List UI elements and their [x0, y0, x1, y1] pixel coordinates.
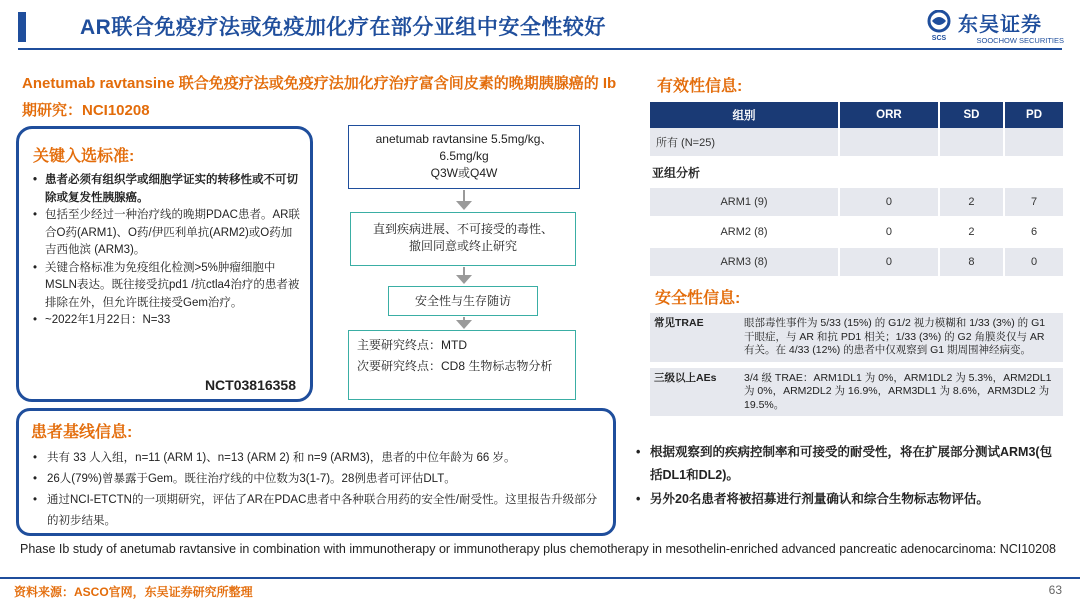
- baseline-title: 患者基线信息:: [31, 424, 133, 441]
- criteria-list: [33, 172, 300, 330]
- flow-step-dosing-line: 6.5mg/kg: [439, 149, 489, 163]
- cell: [840, 128, 940, 158]
- cell: 0: [1005, 248, 1063, 278]
- cell: 0: [840, 248, 940, 278]
- table-row: [650, 248, 1063, 278]
- table-row: [650, 365, 1063, 420]
- cell: 2: [940, 218, 1005, 248]
- cell: [1005, 158, 1063, 188]
- arm-label: ARM1 (9): [650, 188, 840, 218]
- baseline-item: • 共有 33 人入组，n=11 (ARM 1)、n=13 (ARM 2) 和 n=9 (ARM3)，患者的中位年龄为 66 岁。: [31, 448, 601, 469]
- safety-title: 安全性信息:: [655, 290, 741, 307]
- criteria-title: 关键入选标准:: [33, 148, 135, 165]
- plan-list: [634, 441, 1064, 512]
- cell: 0: [840, 188, 940, 218]
- cell: 8: [940, 248, 1005, 278]
- page-number: 63: [1048, 583, 1062, 597]
- table-row: [650, 218, 1063, 248]
- baseline-item: • 26人(79%)曾暴露于Gem。既往治疗线的中位数为3(1-7)。28例患者可评估DLT。: [31, 469, 601, 490]
- col-header-group: 组别: [650, 102, 840, 128]
- table-row: [650, 313, 1063, 365]
- safety-table: [650, 313, 1063, 422]
- efficacy-title: 有效性信息:: [657, 78, 743, 95]
- primary-endpoint: 主要研究终点：MTD: [357, 338, 467, 352]
- safety-value: 眼部毒性事件为 5/33 (15%) 的 G1/2 视力模糊和 1/33 (3%) 的 G1 干眼症，与 AR 和抗 PD1 相关；1/33 (3%) 的 G2 角膜炎仅与 AR 有关。在 4/33 (12%) 的患者中仅观察到 G1 期周围神经病变。: [738, 313, 1063, 365]
- cell: 0: [840, 218, 940, 248]
- table-row: [650, 188, 1063, 218]
- efficacy-header-row: [650, 102, 1063, 128]
- safety-key: 三级以上AEs: [650, 365, 738, 420]
- arm-label: ARM3 (8): [650, 248, 840, 278]
- col-header-orr: ORR: [840, 102, 940, 128]
- title-accent-bar: [18, 12, 26, 42]
- arm-label: ARM2 (8): [650, 218, 840, 248]
- table-row: [650, 158, 1063, 188]
- table-row: [650, 128, 1063, 158]
- flow-step-treatment-line: 直到疾病进展、不可接受的毒性、: [372, 222, 553, 236]
- cell: [840, 158, 940, 188]
- baseline-item: • 通过NCI-ETCTN的一项期研究，评估了AR在PDAC患者中各种联合用药的安全性/耐受性。这里报告升级部分的初步结果。: [31, 490, 601, 532]
- flow-step-dosing: [348, 125, 580, 189]
- cell: [940, 128, 1005, 158]
- criteria-item: • 患者必须有组织学或细胞学证实的转移性或不可切除或复发性胰腺癌。: [33, 172, 300, 207]
- header-divider: [18, 48, 1062, 50]
- row-label-all: 所有 (N=25): [650, 128, 840, 158]
- cell: 7: [1005, 188, 1063, 218]
- plan-item: • 根据观察到的疾病控制率和可接受的耐受性，将在扩展部分测试ARM3(包括DL1和DL2)。: [634, 441, 1064, 487]
- col-header-pd: PD: [1005, 102, 1063, 128]
- safety-value: 3/4 级 TRAE：ARM1DL1 为 0%，ARM1DL2 为 5.3%，ARM2DL1 为 0%，ARM2DL2 为 16.9%，ARM3DL1 为 8.6%，ARM3DL2 为 19.5%。: [738, 365, 1063, 420]
- cell: [940, 158, 1005, 188]
- flow-step-treatment-line: 撤回同意或终止研究: [408, 239, 517, 253]
- criteria-item: • 包括至少经过一种治疗线的晚期PDAC患者。AR联合O药(ARM1)、O药/伊匹利单抗(ARM2)或O药加吉西他滨 (ARM3)。: [33, 207, 300, 260]
- logo-text-en: SOOCHOW SECURITIES: [976, 36, 1064, 45]
- company-logo: [924, 10, 1064, 44]
- footer-source: 资料来源：ASCO官网，东吴证券研究所整理: [14, 585, 253, 599]
- efficacy-table: [650, 102, 1063, 278]
- flow-step-dosing-line: Q3W或Q4W: [430, 166, 498, 180]
- cell: 6: [1005, 218, 1063, 248]
- baseline-box: [16, 408, 616, 536]
- criteria-item: • ~2022年1月22日：N=33: [33, 312, 300, 330]
- flow-step-followup: 安全性与生存随访: [388, 286, 538, 316]
- nct-id: NCT03816358: [204, 377, 296, 393]
- page-title: AR联合免疫疗法或免疫加化疗在部分亚组中安全性较好: [80, 16, 606, 39]
- study-caption: Phase Ib study of anetumab ravtansive in combination with immunotherapy or immunotherapy plus chemotherapy in mesothelin-enriched advanced pancreatic adenocarcinoma: NCI10208: [20, 542, 1056, 556]
- logo-text-cn: 东吴证券: [958, 14, 1042, 36]
- flow-step-endpoints: [348, 330, 576, 400]
- plan-item: • 另外20名患者将被招募进行剂量确认和综合生物标志物评估。: [634, 488, 1064, 511]
- cell: 2: [940, 188, 1005, 218]
- flow-arrow-icon: [456, 320, 472, 329]
- footer-divider: [0, 577, 1080, 579]
- subgroup-label: 亚组分析: [650, 158, 840, 188]
- criteria-item: • 关键合格标准为免疫组化检测>5%肿瘤细胞中MSLN表达。既往接受抗pd1 /抗ctla4治疗的患者被排除在外，但允许既往接受Gem治疗。: [33, 260, 300, 313]
- secondary-endpoint: 次要研究终点：CD8 生物标志物分析: [357, 359, 553, 373]
- cell: [1005, 128, 1063, 158]
- safety-key: 常见TRAE: [650, 313, 738, 365]
- logo-mark-text: SCS: [931, 35, 947, 42]
- flow-step-dosing-line: anetumab ravtansine 5.5mg/kg、: [375, 132, 553, 146]
- study-title: Anetumab ravtansine 联合免疫疗法或免疫疗法加化疗治疗富含间皮素的晚期胰腺癌的 Ib 期研究：NCI10208: [22, 75, 617, 119]
- col-header-sd: SD: [940, 102, 1005, 128]
- baseline-list: [31, 448, 601, 532]
- flow-arrow-icon: [456, 201, 472, 210]
- criteria-box: [16, 126, 313, 402]
- flow-step-treatment: [350, 212, 576, 266]
- flow-arrow-icon: [456, 275, 472, 284]
